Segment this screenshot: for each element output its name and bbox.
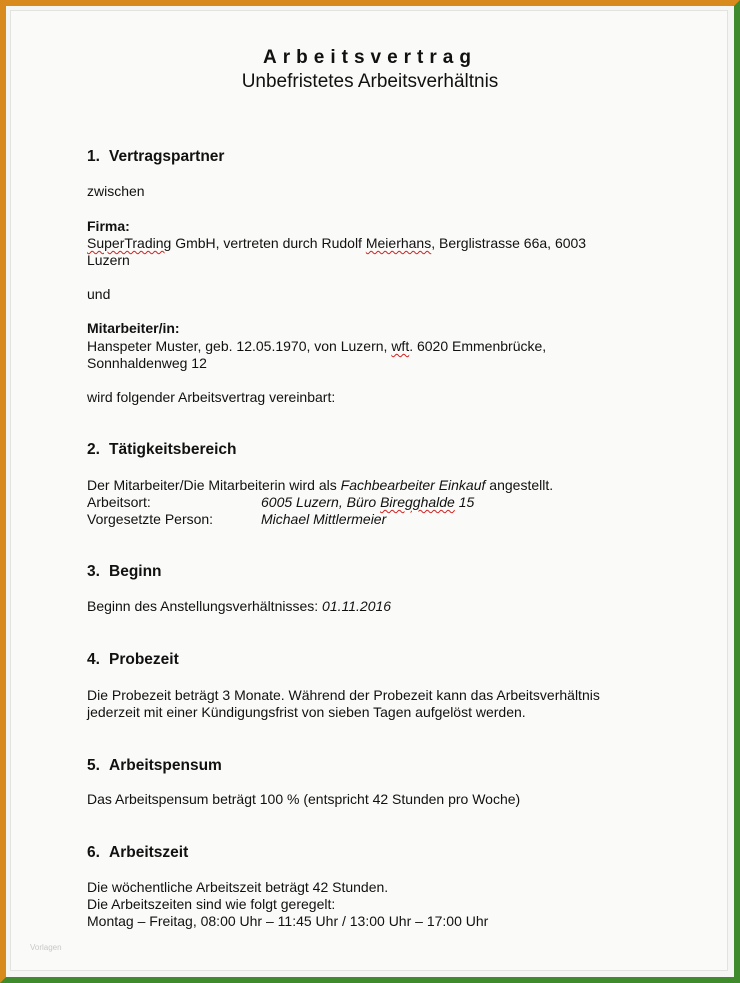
section-number: 3. bbox=[87, 563, 100, 580]
start-text: Beginn des Anstellungsverhältnisses: 01.11.2016 bbox=[87, 598, 392, 614]
section-number: 4. bbox=[87, 651, 100, 668]
company-name: SuperTrading bbox=[87, 235, 172, 251]
probation-line-1: Die Probezeit beträgt 3 Monate. Während der Probezeit kann das Arbeitsverhältnis bbox=[87, 687, 600, 703]
section-heading-1 bbox=[87, 148, 224, 166]
section-title: Tätigkeitsbereich bbox=[109, 441, 237, 458]
section-number: 5. bbox=[87, 757, 100, 774]
supervisor-value: Michael Mittlermeier bbox=[261, 511, 387, 527]
workplace-value: 6005 Luzern, Büro Biregghalde 15 bbox=[261, 494, 475, 510]
company-label: Firma: bbox=[87, 218, 130, 234]
document-subtitle: Unbefristetes Arbeitsverhältnis bbox=[241, 71, 499, 92]
worktime-line-3: Montag – Freitag, 08:00 Uhr – 11:45 Uhr / 13:00 Uhr – 17:00 Uhr bbox=[87, 913, 489, 929]
and-text: und bbox=[87, 286, 111, 302]
company-rep-surname: Meierhans bbox=[365, 235, 432, 251]
activity-intro: Der Mitarbeiter/Die Mitarbeiterin wird als Fachbearbeiter Einkauf angestellt. bbox=[87, 477, 554, 493]
agreement-text: wird folgender Arbeitsvertrag vereinbart: bbox=[87, 389, 336, 405]
employee-line-1: Hanspeter Muster, geb. 12.05.1970, von Luzern, wft. 6020 Emmenbrücke, bbox=[87, 338, 547, 354]
section-number: 2. bbox=[87, 441, 100, 458]
section-title: Arbeitspensum bbox=[109, 757, 222, 774]
probation-line-2: jederzeit mit einer Kündigungsfrist von sieben Tagen aufgelöst werden. bbox=[87, 704, 526, 720]
section-heading-6 bbox=[87, 844, 188, 862]
activity-role: Fachbearbeiter Einkauf bbox=[340, 477, 486, 493]
section-title: Arbeitszeit bbox=[109, 844, 189, 861]
section-number: 1. bbox=[87, 148, 100, 165]
watermark: Vorlagen bbox=[30, 943, 62, 952]
section-number: 6. bbox=[87, 844, 100, 861]
employee-line-2: Sonnhaldenweg 12 bbox=[87, 355, 207, 371]
section-title: Beginn bbox=[109, 563, 162, 580]
supervisor-row bbox=[87, 511, 507, 528]
section-heading-2 bbox=[87, 441, 237, 459]
worktime-line-1: Die wöchentliche Arbeitszeit beträgt 42 Stunden. bbox=[87, 879, 389, 895]
section-heading-5 bbox=[87, 757, 222, 775]
section-heading-3 bbox=[87, 563, 162, 581]
employee-label: Mitarbeiter/in: bbox=[87, 320, 180, 336]
workload-text: Das Arbeitspensum beträgt 100 % (entspricht 42 Stunden pro Woche) bbox=[87, 791, 521, 807]
start-date: 01.11.2016 bbox=[322, 598, 392, 614]
between-text: zwischen bbox=[87, 183, 145, 199]
company-city: Luzern bbox=[87, 252, 130, 268]
section-heading-4 bbox=[87, 651, 179, 669]
workplace-label: Arbeitsort: bbox=[87, 494, 151, 510]
supervisor-label: Vorgesetzte Person: bbox=[87, 511, 214, 527]
company-line: SuperTrading GmbH, vertreten durch Rudolf Meierhans, Berglistrasse 66a, 6003 bbox=[87, 235, 587, 251]
employee-wft: wft bbox=[391, 338, 410, 354]
section-title: Probezeit bbox=[109, 651, 179, 668]
document-title: Arbeitsvertrag bbox=[263, 47, 477, 68]
workplace-row bbox=[87, 494, 507, 511]
section-title: Vertragspartner bbox=[109, 148, 225, 165]
worktime-line-2: Die Arbeitszeiten sind wie folgt geregelt: bbox=[87, 896, 336, 912]
